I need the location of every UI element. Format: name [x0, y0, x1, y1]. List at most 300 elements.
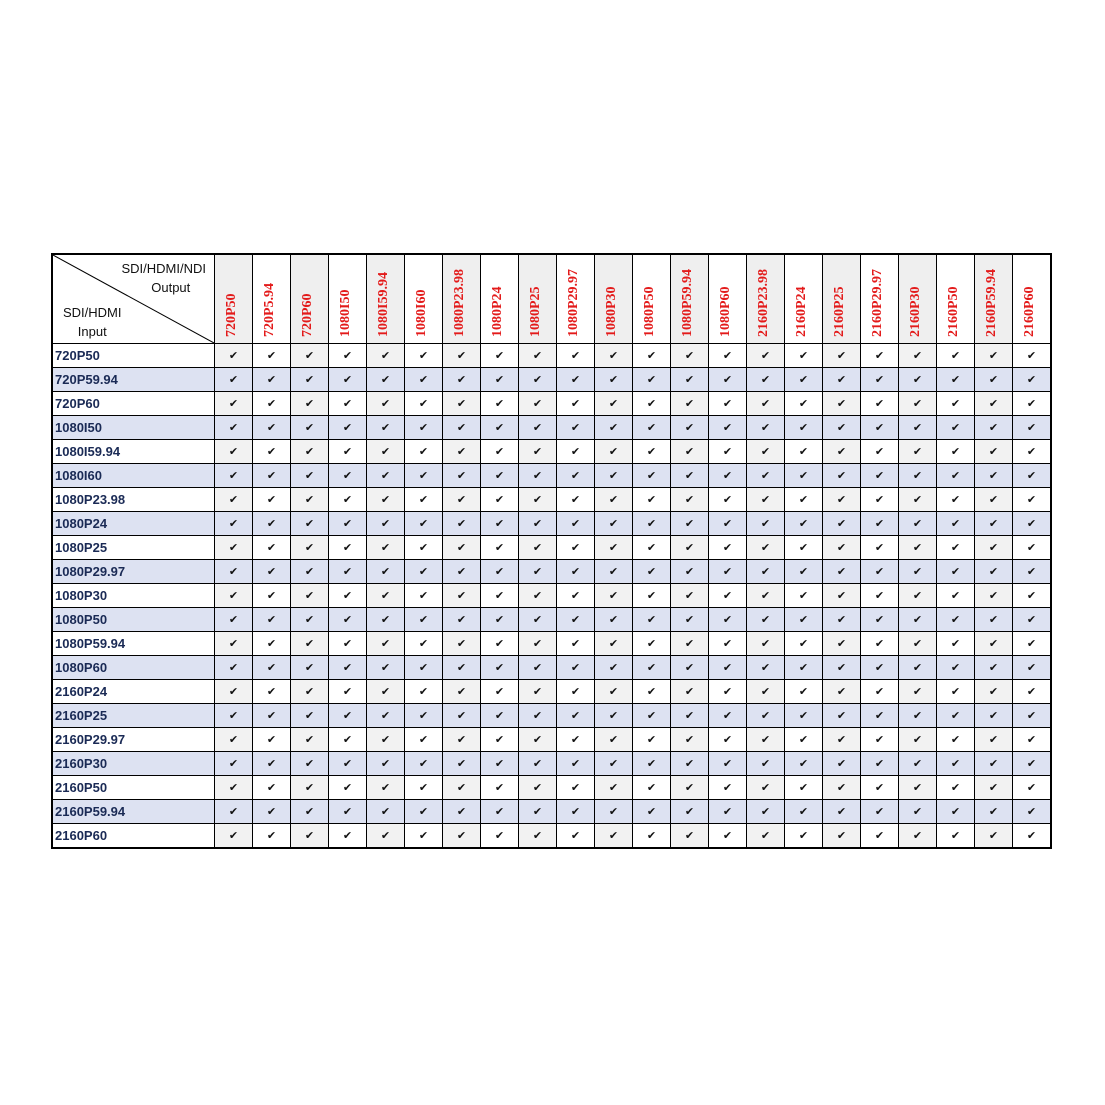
support-check-cell: ✔: [595, 512, 633, 536]
input-format-label: 1080I50: [52, 416, 215, 440]
support-check-cell: ✔: [367, 800, 405, 824]
support-check-cell: ✔: [481, 824, 519, 849]
support-check-cell: ✔: [823, 752, 861, 776]
support-check-cell: ✔: [519, 704, 557, 728]
support-check-cell: ✔: [899, 488, 937, 512]
support-check-cell: ✔: [291, 368, 329, 392]
table-row: [52, 680, 1051, 704]
table-row: [52, 464, 1051, 488]
support-check-cell: ✔: [633, 560, 671, 584]
support-check-cell: ✔: [899, 632, 937, 656]
output-format-label: 1080P24: [489, 286, 505, 337]
support-check-cell: ✔: [291, 584, 329, 608]
support-check-cell: ✔: [785, 656, 823, 680]
support-check-cell: ✔: [557, 416, 595, 440]
support-check-cell: ✔: [443, 584, 481, 608]
support-check-cell: ✔: [1013, 776, 1052, 800]
support-check-cell: ✔: [937, 464, 975, 488]
input-format-label: 720P59.94: [52, 368, 215, 392]
support-check-cell: ✔: [823, 704, 861, 728]
support-check-cell: ✔: [367, 440, 405, 464]
support-check-cell: ✔: [861, 536, 899, 560]
support-check-cell: ✔: [1013, 824, 1052, 849]
support-check-cell: ✔: [291, 680, 329, 704]
support-check-cell: ✔: [671, 488, 709, 512]
output-format-label: 2160P30: [907, 286, 923, 337]
support-check-cell: ✔: [557, 488, 595, 512]
support-check-cell: ✔: [595, 416, 633, 440]
output-format-header: [443, 254, 481, 344]
input-format-label: 1080P25: [52, 536, 215, 560]
support-check-cell: ✔: [367, 824, 405, 849]
support-check-cell: ✔: [785, 368, 823, 392]
support-check-cell: ✔: [481, 368, 519, 392]
support-check-cell: ✔: [633, 728, 671, 752]
support-check-cell: ✔: [861, 824, 899, 849]
support-check-cell: ✔: [633, 584, 671, 608]
support-check-cell: ✔: [367, 776, 405, 800]
support-check-cell: ✔: [937, 416, 975, 440]
output-format-header: [557, 254, 595, 344]
input-format-label: 1080I59.94: [52, 440, 215, 464]
support-check-cell: ✔: [253, 512, 291, 536]
table-row: [52, 752, 1051, 776]
support-check-cell: ✔: [519, 608, 557, 632]
support-check-cell: ✔: [405, 824, 443, 849]
support-check-cell: ✔: [709, 776, 747, 800]
support-check-cell: ✔: [595, 632, 633, 656]
input-format-label: 1080P59.94: [52, 632, 215, 656]
support-check-cell: ✔: [519, 392, 557, 416]
support-check-cell: ✔: [747, 824, 785, 849]
support-check-cell: ✔: [747, 776, 785, 800]
support-check-cell: ✔: [367, 584, 405, 608]
support-check-cell: ✔: [329, 608, 367, 632]
support-check-cell: ✔: [671, 800, 709, 824]
support-check-cell: ✔: [899, 416, 937, 440]
support-check-cell: ✔: [899, 536, 937, 560]
support-check-cell: ✔: [405, 656, 443, 680]
support-check-cell: ✔: [215, 680, 253, 704]
support-check-cell: ✔: [367, 632, 405, 656]
support-check-cell: ✔: [709, 488, 747, 512]
support-check-cell: ✔: [367, 416, 405, 440]
support-check-cell: ✔: [709, 704, 747, 728]
support-check-cell: ✔: [329, 536, 367, 560]
support-check-cell: ✔: [747, 368, 785, 392]
support-check-cell: ✔: [823, 824, 861, 849]
support-check-cell: ✔: [823, 608, 861, 632]
support-check-cell: ✔: [405, 680, 443, 704]
support-check-cell: ✔: [823, 632, 861, 656]
support-check-cell: ✔: [937, 704, 975, 728]
support-check-cell: ✔: [633, 536, 671, 560]
support-check-cell: ✔: [861, 392, 899, 416]
support-check-cell: ✔: [899, 392, 937, 416]
support-check-cell: ✔: [823, 512, 861, 536]
support-check-cell: ✔: [709, 512, 747, 536]
output-format-header: [253, 254, 291, 344]
support-check-cell: ✔: [519, 584, 557, 608]
support-check-cell: ✔: [937, 440, 975, 464]
support-check-cell: ✔: [975, 632, 1013, 656]
table-row: [52, 344, 1051, 368]
support-check-cell: ✔: [861, 776, 899, 800]
support-check-cell: ✔: [557, 800, 595, 824]
output-format-label: 1080P60: [717, 286, 733, 337]
support-check-cell: ✔: [329, 704, 367, 728]
support-check-cell: ✔: [633, 608, 671, 632]
support-check-cell: ✔: [1013, 704, 1052, 728]
support-check-cell: ✔: [823, 728, 861, 752]
support-check-cell: ✔: [215, 416, 253, 440]
support-check-cell: ✔: [633, 440, 671, 464]
support-check-cell: ✔: [595, 392, 633, 416]
support-check-cell: ✔: [215, 512, 253, 536]
support-check-cell: ✔: [291, 776, 329, 800]
support-check-cell: ✔: [1013, 800, 1052, 824]
table-row: [52, 608, 1051, 632]
support-check-cell: ✔: [633, 824, 671, 849]
input-format-label: 1080P50: [52, 608, 215, 632]
support-check-cell: ✔: [481, 608, 519, 632]
support-check-cell: ✔: [861, 560, 899, 584]
support-check-cell: ✔: [405, 800, 443, 824]
input-format-label: 1080I60: [52, 464, 215, 488]
support-check-cell: ✔: [1013, 680, 1052, 704]
support-check-cell: ✔: [633, 392, 671, 416]
support-check-cell: ✔: [215, 440, 253, 464]
output-format-label: 1080P23.98: [451, 268, 467, 337]
support-check-cell: ✔: [367, 488, 405, 512]
support-check-cell: ✔: [785, 464, 823, 488]
support-check-cell: ✔: [557, 656, 595, 680]
support-check-cell: ✔: [215, 800, 253, 824]
support-check-cell: ✔: [481, 392, 519, 416]
support-check-cell: ✔: [671, 392, 709, 416]
support-check-cell: ✔: [671, 608, 709, 632]
output-format-header: [595, 254, 633, 344]
input-label-line2: Input: [77, 324, 107, 339]
support-check-cell: ✔: [443, 392, 481, 416]
support-check-cell: ✔: [747, 392, 785, 416]
support-check-cell: ✔: [671, 416, 709, 440]
output-format-header: [823, 254, 861, 344]
support-check-cell: ✔: [215, 536, 253, 560]
support-check-cell: ✔: [823, 440, 861, 464]
output-format-header: [861, 254, 899, 344]
support-check-cell: ✔: [557, 440, 595, 464]
support-check-cell: ✔: [633, 800, 671, 824]
support-check-cell: ✔: [975, 776, 1013, 800]
support-check-cell: ✔: [291, 512, 329, 536]
support-check-cell: ✔: [405, 416, 443, 440]
support-check-cell: ✔: [253, 824, 291, 849]
support-check-cell: ✔: [937, 656, 975, 680]
output-format-header: [899, 254, 937, 344]
output-format-label: 2160P25: [831, 286, 847, 337]
support-check-cell: ✔: [291, 608, 329, 632]
support-check-cell: ✔: [291, 560, 329, 584]
support-check-cell: ✔: [367, 368, 405, 392]
support-check-cell: ✔: [823, 344, 861, 368]
table-row: [52, 416, 1051, 440]
support-check-cell: ✔: [785, 680, 823, 704]
support-check-cell: ✔: [367, 512, 405, 536]
support-check-cell: ✔: [443, 800, 481, 824]
support-check-cell: ✔: [253, 392, 291, 416]
support-check-cell: ✔: [1013, 368, 1052, 392]
support-check-cell: ✔: [557, 632, 595, 656]
table-row: [52, 560, 1051, 584]
support-check-cell: ✔: [899, 752, 937, 776]
support-check-cell: ✔: [519, 440, 557, 464]
support-check-cell: ✔: [633, 632, 671, 656]
support-check-cell: ✔: [557, 776, 595, 800]
support-check-cell: ✔: [253, 752, 291, 776]
support-check-cell: ✔: [329, 776, 367, 800]
support-check-cell: ✔: [481, 728, 519, 752]
input-format-label: 720P60: [52, 392, 215, 416]
support-check-cell: ✔: [253, 728, 291, 752]
support-check-cell: ✔: [1013, 728, 1052, 752]
support-check-cell: ✔: [405, 776, 443, 800]
input-format-label: 2160P24: [52, 680, 215, 704]
support-check-cell: ✔: [253, 536, 291, 560]
support-check-cell: ✔: [823, 800, 861, 824]
support-check-cell: ✔: [481, 776, 519, 800]
support-check-cell: ✔: [253, 776, 291, 800]
table-row: [52, 704, 1051, 728]
table-row: [52, 368, 1051, 392]
support-check-cell: ✔: [633, 776, 671, 800]
support-check-cell: ✔: [557, 704, 595, 728]
support-check-cell: ✔: [215, 392, 253, 416]
support-check-cell: ✔: [443, 440, 481, 464]
support-check-cell: ✔: [443, 416, 481, 440]
support-check-cell: ✔: [671, 440, 709, 464]
support-check-cell: ✔: [861, 368, 899, 392]
support-check-cell: ✔: [671, 776, 709, 800]
support-check-cell: ✔: [595, 584, 633, 608]
support-check-cell: ✔: [253, 368, 291, 392]
support-check-cell: ✔: [367, 680, 405, 704]
support-check-cell: ✔: [519, 464, 557, 488]
support-check-cell: ✔: [253, 464, 291, 488]
support-check-cell: ✔: [329, 656, 367, 680]
support-check-cell: ✔: [595, 464, 633, 488]
support-check-cell: ✔: [405, 728, 443, 752]
support-check-cell: ✔: [785, 608, 823, 632]
output-format-header: [975, 254, 1013, 344]
support-check-cell: ✔: [367, 752, 405, 776]
input-format-label: 1080P24: [52, 512, 215, 536]
support-check-cell: ✔: [861, 440, 899, 464]
support-check-cell: ✔: [557, 680, 595, 704]
support-check-cell: ✔: [937, 368, 975, 392]
support-check-cell: ✔: [329, 488, 367, 512]
output-format-label: 720P50: [223, 293, 239, 337]
support-check-cell: ✔: [785, 440, 823, 464]
support-check-cell: ✔: [709, 752, 747, 776]
output-format-label: 2160P60: [1021, 286, 1037, 337]
support-check-cell: ✔: [557, 512, 595, 536]
table-row: [52, 536, 1051, 560]
support-check-cell: ✔: [1013, 632, 1052, 656]
support-check-cell: ✔: [671, 536, 709, 560]
support-check-cell: ✔: [1013, 512, 1052, 536]
support-check-cell: ✔: [899, 512, 937, 536]
support-check-cell: ✔: [519, 680, 557, 704]
support-check-cell: ✔: [291, 752, 329, 776]
support-check-cell: ✔: [215, 632, 253, 656]
support-check-cell: ✔: [823, 464, 861, 488]
support-check-cell: ✔: [709, 344, 747, 368]
support-check-cell: ✔: [937, 824, 975, 849]
support-check-cell: ✔: [937, 752, 975, 776]
support-check-cell: ✔: [899, 776, 937, 800]
support-check-cell: ✔: [329, 632, 367, 656]
support-check-cell: ✔: [557, 368, 595, 392]
support-check-cell: ✔: [823, 584, 861, 608]
support-check-cell: ✔: [861, 680, 899, 704]
support-check-cell: ✔: [557, 464, 595, 488]
support-check-cell: ✔: [329, 560, 367, 584]
support-check-cell: ✔: [405, 560, 443, 584]
support-check-cell: ✔: [975, 584, 1013, 608]
support-check-cell: ✔: [937, 584, 975, 608]
support-check-cell: ✔: [595, 368, 633, 392]
support-check-cell: ✔: [481, 416, 519, 440]
support-check-cell: ✔: [215, 608, 253, 632]
support-check-cell: ✔: [253, 680, 291, 704]
support-check-cell: ✔: [899, 800, 937, 824]
support-check-cell: ✔: [975, 752, 1013, 776]
support-check-cell: ✔: [747, 416, 785, 440]
input-format-label: 2160P25: [52, 704, 215, 728]
support-check-cell: ✔: [557, 752, 595, 776]
support-check-cell: ✔: [975, 440, 1013, 464]
support-check-cell: ✔: [785, 392, 823, 416]
support-check-cell: ✔: [823, 536, 861, 560]
support-check-cell: ✔: [557, 728, 595, 752]
support-check-cell: ✔: [215, 728, 253, 752]
input-format-label: 2160P29.97: [52, 728, 215, 752]
header-row: [52, 254, 1051, 344]
support-check-cell: ✔: [671, 728, 709, 752]
support-check-cell: ✔: [519, 536, 557, 560]
support-check-cell: ✔: [899, 440, 937, 464]
support-check-cell: ✔: [519, 656, 557, 680]
support-check-cell: ✔: [291, 800, 329, 824]
support-check-cell: ✔: [747, 512, 785, 536]
support-check-cell: ✔: [291, 464, 329, 488]
support-check-cell: ✔: [861, 416, 899, 440]
support-check-cell: ✔: [937, 560, 975, 584]
support-check-cell: ✔: [443, 656, 481, 680]
support-check-cell: ✔: [329, 392, 367, 416]
support-check-cell: ✔: [709, 728, 747, 752]
support-check-cell: ✔: [481, 512, 519, 536]
support-check-cell: ✔: [519, 824, 557, 849]
support-check-cell: ✔: [291, 416, 329, 440]
support-check-cell: ✔: [519, 728, 557, 752]
support-check-cell: ✔: [899, 560, 937, 584]
support-check-cell: ✔: [215, 560, 253, 584]
output-format-label: 1080P50: [641, 286, 657, 337]
output-format-header: [519, 254, 557, 344]
support-check-cell: ✔: [861, 752, 899, 776]
input-format-label: 1080P23.98: [52, 488, 215, 512]
table-row: [52, 584, 1051, 608]
support-check-cell: ✔: [557, 536, 595, 560]
output-format-label: 2160P59.94: [983, 268, 999, 337]
support-check-cell: ✔: [557, 344, 595, 368]
support-check-cell: ✔: [595, 680, 633, 704]
table-row: [52, 824, 1051, 849]
support-check-cell: ✔: [899, 368, 937, 392]
support-check-cell: ✔: [405, 512, 443, 536]
support-check-cell: ✔: [215, 368, 253, 392]
output-format-label: 1080P59.94: [679, 268, 695, 337]
support-check-cell: ✔: [253, 632, 291, 656]
support-check-cell: ✔: [443, 704, 481, 728]
support-check-cell: ✔: [975, 392, 1013, 416]
support-check-cell: ✔: [557, 608, 595, 632]
support-check-cell: ✔: [861, 464, 899, 488]
support-check-cell: ✔: [1013, 488, 1052, 512]
support-check-cell: ✔: [671, 464, 709, 488]
support-check-cell: ✔: [1013, 608, 1052, 632]
support-check-cell: ✔: [633, 368, 671, 392]
support-check-cell: ✔: [671, 656, 709, 680]
input-format-label: 1080P60: [52, 656, 215, 680]
support-check-cell: ✔: [861, 584, 899, 608]
support-check-cell: ✔: [291, 632, 329, 656]
support-check-cell: ✔: [215, 464, 253, 488]
support-check-cell: ✔: [747, 536, 785, 560]
support-check-cell: ✔: [481, 344, 519, 368]
support-check-cell: ✔: [405, 536, 443, 560]
output-format-header: [671, 254, 709, 344]
support-check-cell: ✔: [823, 776, 861, 800]
support-check-cell: ✔: [709, 584, 747, 608]
support-check-cell: ✔: [747, 464, 785, 488]
support-check-cell: ✔: [481, 704, 519, 728]
support-check-cell: ✔: [671, 632, 709, 656]
support-check-cell: ✔: [291, 488, 329, 512]
support-check-cell: ✔: [747, 488, 785, 512]
support-check-cell: ✔: [747, 584, 785, 608]
output-label-line2: Output: [151, 280, 191, 295]
support-check-cell: ✔: [481, 488, 519, 512]
support-check-cell: ✔: [709, 632, 747, 656]
support-check-cell: ✔: [595, 800, 633, 824]
support-check-cell: ✔: [633, 512, 671, 536]
support-check-cell: ✔: [595, 704, 633, 728]
support-check-cell: ✔: [709, 416, 747, 440]
support-check-cell: ✔: [481, 680, 519, 704]
support-check-cell: ✔: [747, 728, 785, 752]
support-check-cell: ✔: [747, 752, 785, 776]
support-check-cell: ✔: [861, 800, 899, 824]
support-check-cell: ✔: [253, 344, 291, 368]
support-check-cell: ✔: [1013, 656, 1052, 680]
support-check-cell: ✔: [899, 464, 937, 488]
output-format-header: [481, 254, 519, 344]
support-check-cell: ✔: [595, 440, 633, 464]
support-check-cell: ✔: [975, 608, 1013, 632]
